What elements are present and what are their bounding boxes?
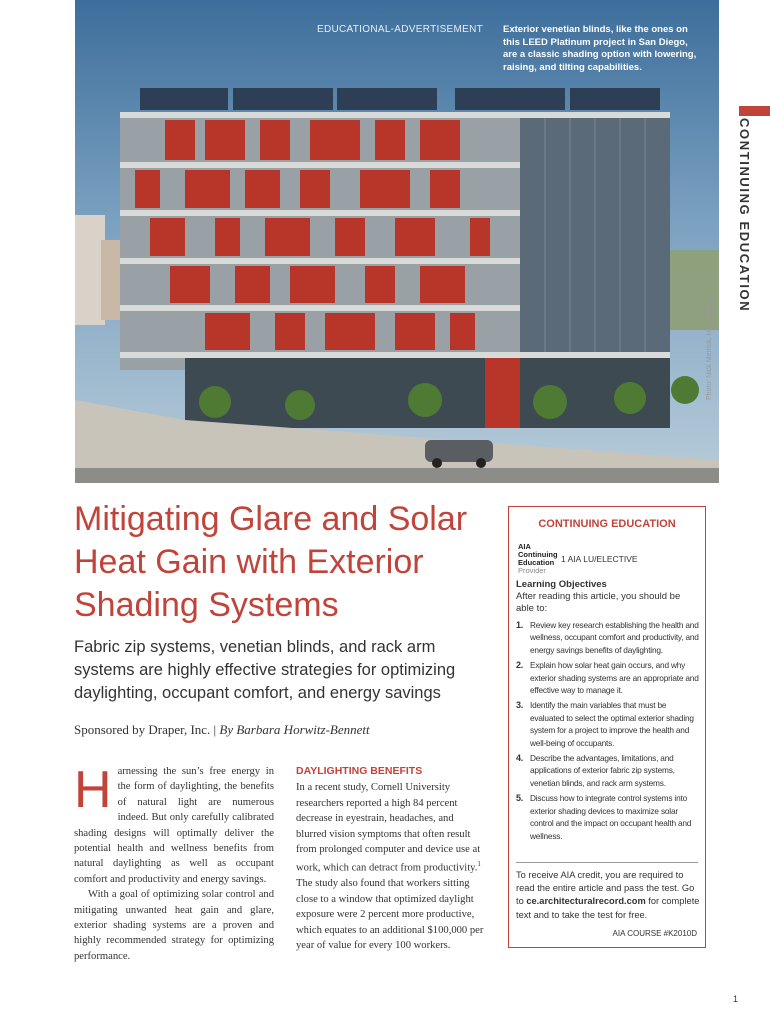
hero-photo bbox=[75, 0, 719, 483]
ce-website-link[interactable]: ce.architecturalrecord.com bbox=[526, 896, 646, 907]
article-subtitle: Fabric zip systems, venetian blinds, and rack arm systems are highly effective strategies for optimizing daylighting, occupant comfort, and energy savings bbox=[74, 638, 456, 702]
objective-text: Review key research establishing the health and wellness, occupant comfort and productivity, and energy savings benefits of daylighting. bbox=[530, 620, 699, 655]
objective-text: Explain how solar heat gain occurs, and why exterior shading systems are an appropriate and effective way to manage it. bbox=[530, 660, 699, 696]
objective-number: 4. bbox=[516, 753, 524, 764]
paragraph-text: The study also found that workers sitting close to a window that optimized daylight exposure were 2 percent more productive, which equates to an additional $100,000 per year of value for every 100 workers. bbox=[296, 878, 484, 951]
section-heading: DAYLIGHTING BENEFITS bbox=[296, 765, 423, 777]
objective-item bbox=[516, 752, 702, 789]
objectives-list bbox=[516, 619, 702, 845]
paragraph bbox=[296, 780, 486, 953]
photo-caption: Exterior venetian blinds, like the ones on this LEED Platinum project in San Diego, are a classic shading option with lowering, raising, and tilting capabilities. bbox=[503, 24, 697, 73]
objective-item bbox=[516, 699, 702, 749]
objective-text: Identify the main variables that must be evaluated to select the optimal exterior shading system for a project to improve the health and well-being of occupants. bbox=[530, 700, 694, 748]
logo-text: Education bbox=[518, 558, 555, 567]
article-title: Mitigating Glare and Solar Heat Gain with Exterior Shading Systems bbox=[74, 500, 468, 624]
logo-text: Provider bbox=[518, 566, 546, 575]
author: By Barbara Horwitz-Bennett bbox=[219, 722, 370, 737]
sponsor: Sponsored by Draper, Inc. | bbox=[74, 722, 220, 737]
advertisement-label: EDUCATIONAL-ADVERTISEMENT bbox=[317, 24, 484, 35]
objective-number: 3. bbox=[516, 700, 524, 711]
page-number: 1 bbox=[733, 994, 739, 1004]
credit-text: To receive AIA credit, you are required to read the entire article and pass the test. Go to bbox=[516, 870, 695, 907]
credit-text: for complete text and to take the test for free. bbox=[516, 896, 700, 920]
objective-number: 1. bbox=[516, 620, 524, 630]
paragraph: With a goal of optimizing solar control and mitigating unwanted heat gain and glare, exterior shading systems are a proven and highly recommended strategy for optimizing performance. bbox=[74, 889, 274, 962]
paragraph-text: In a recent study, Cornell University researchers reported a high 84 percent decrease in eyestrain, headaches, and blurred vision symptoms that often result from prolonged computer and device use at work, which can detract from productivity. bbox=[296, 782, 481, 874]
section-tab-bar bbox=[739, 106, 770, 116]
sidebar-heading: CONTINUING EDUCATION bbox=[538, 518, 676, 530]
objective-item bbox=[516, 619, 702, 656]
article-column-2 bbox=[296, 764, 486, 953]
photo-credit: Photo: Nick Merrick, Hall + Merrick bbox=[706, 292, 713, 400]
byline bbox=[74, 722, 370, 738]
objective-number: 5. bbox=[516, 793, 524, 804]
article-column-1 bbox=[74, 761, 274, 964]
objectives-intro: After reading this article, you should be able to: bbox=[516, 591, 681, 614]
ce-sidebar bbox=[508, 506, 706, 948]
logo-text: Continuing bbox=[518, 550, 558, 559]
credit-instructions bbox=[516, 869, 700, 922]
footnote-ref: 1 bbox=[477, 860, 481, 869]
aia-credit-label: 1 AIA LU/ELECTIVE bbox=[561, 554, 638, 564]
section-tab-label: CONTINUING EDUCATION bbox=[737, 118, 752, 313]
objective-item bbox=[516, 659, 702, 696]
paragraph: arnessing the sun’s free energy in the form of daylighting, the benefits of natural light are numerous indeed. But only carefully calibrated shading designs will optimally deliver the potential health and wellness benefits from natural daylighting as well as occupant comfort and productivity and energy savings. bbox=[74, 766, 274, 885]
divider bbox=[516, 862, 698, 863]
objective-item bbox=[516, 792, 702, 842]
objective-text: Discuss how to integrate control systems into exterior shading devices to maximize solar control and the impact on occupant health and wellness. bbox=[530, 793, 692, 841]
aia-provider-logo bbox=[518, 543, 558, 575]
objective-number: 2. bbox=[516, 660, 524, 671]
objectives-heading: Learning Objectives bbox=[516, 579, 607, 590]
course-number: AIA COURSE #K2010D bbox=[612, 929, 697, 938]
logo-text: AIA bbox=[518, 542, 531, 551]
drop-cap: H bbox=[74, 761, 112, 819]
objective-text: Describe the advantages, limitations, and applications of exterior fabric zip systems, venetian blinds, and rack arm systems. bbox=[530, 753, 675, 788]
